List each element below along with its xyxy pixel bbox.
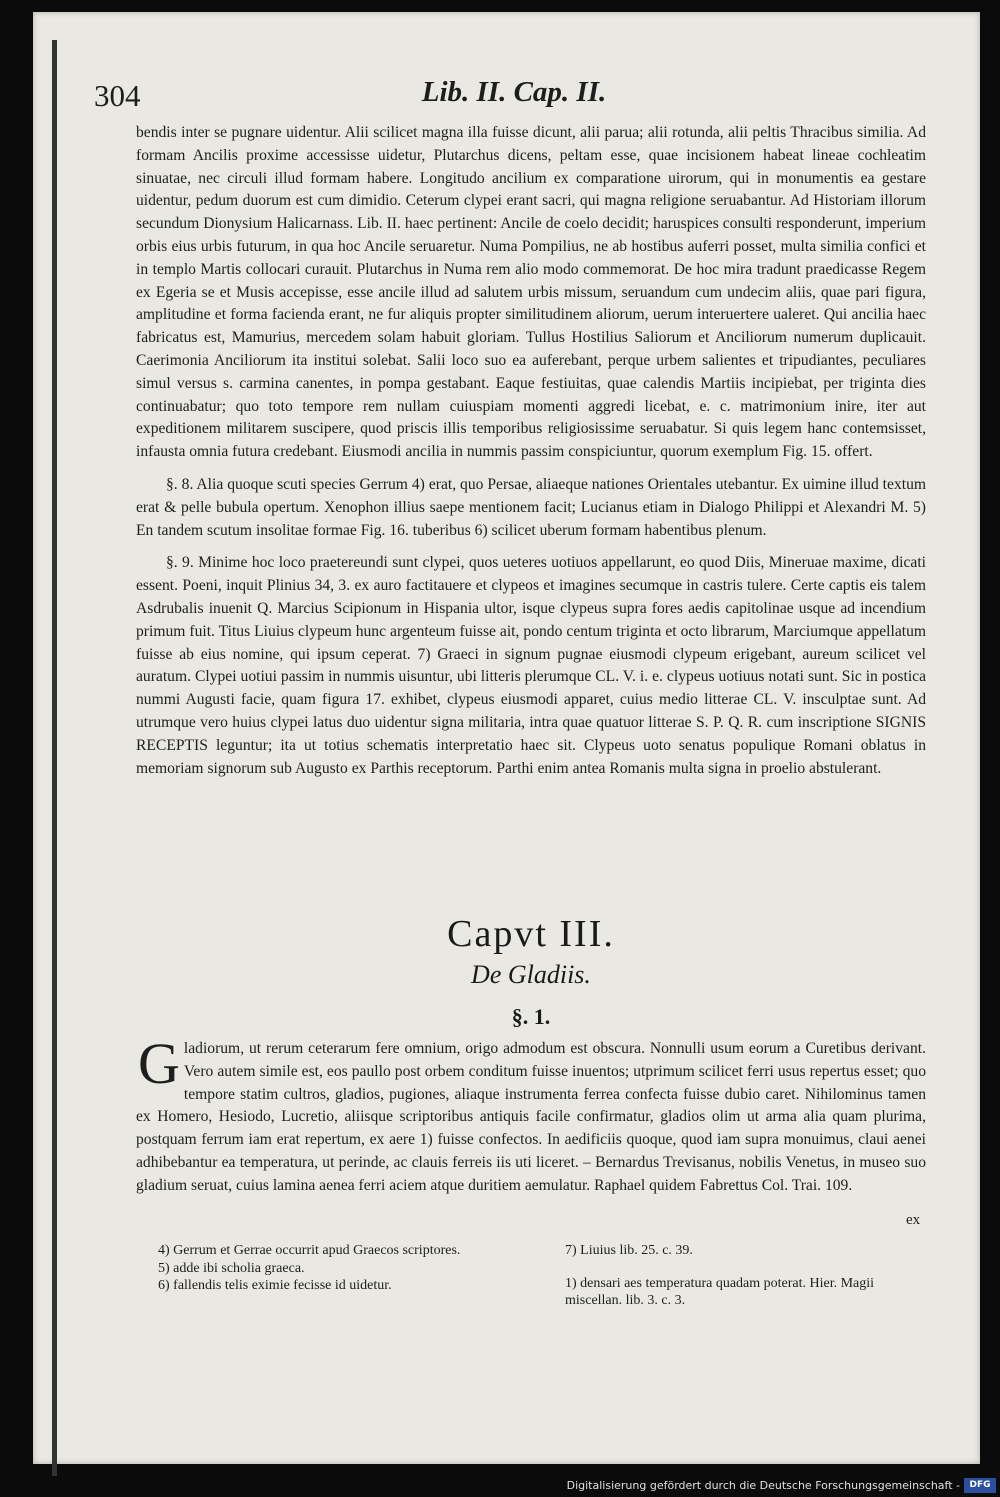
paragraph-section-9: §. 9. Minime hoc loco praetereundi sunt clypei, quos ueteres uotiuos appellarunt, eo quod Diis, Mineruae maxime, dicati essent. Poeni, inquit Plinius 34, 3. ex auro factitauere et clypeos et imagines secumque in castris tulere. Certe captis eis talem Asdrubalis inuenit Q. Marcius Scipionum in Hispania ultor, isque clypeus supra fores aedis capitolinae usque ad incendium primum fuit. Titus Liuius clypeum hunc argenteum fuisse ait, pondo centum triginta et octo librarum, Marciumque appellatum fuisse ab eius nomine, qui ipsum ceperat. 7) Graeci in signum pugnae eiusmodi clypeum erigebant, aureum scilicet vel auratum. Clypei uotiui passim in nummis uisuntur, ubi litteris plerumque CL. V. i. e. clypeus uotiuus notati sunt. Sic in postica nummi Augusti facie, quam figura 17. exhibet, clypeus eiusmodi apparet, cuius medio litterae CL. V. insculptae sunt. Ad utrumque vero huius clypei latus duo uidentur signa militaria, intra quae quatuor litterae S. P. Q. R. cum inscriptione SIGNIS RECEPTIS leguntur; ita ut totius schematis interpretatio haec sit. Clypeus uoto senatus populique Romani oblatus in memoriam signorum sub Augusto ex Parthis receptorum. Parthi enim antea Romanis multa signa in proelio abstulerant. (136, 554, 926, 777)
catchword: ex (906, 1212, 921, 1228)
footnotes-left (158, 1242, 543, 1295)
footnote: 4) Gerrum et Gerrae occurrit apud Graecos scriptores. (158, 1243, 461, 1258)
paragraph: bendis inter se pugnare uidentur. Alii scilicet magna illa fuisse dicunt, alii parua; alii rotunda, alii peltis Thracibus similia. Ad formam Ancilis proxime accessisse uidetur, Plutarchus dicens, peltam esse, quae incisionem habeat lineae cochleatim sinuatae, nec circuli illud formam habere. Longitudo ancilium ex comparatione uirorum, qui in monumentis ea gestare uidentur, pedum duorum est cum dimidio. Ceterum clypei erant sacri, qui magna religione seruabantur. Ad Historiam illorum secundum Dionysium Halicarnass. Lib. II. haec pertinent: Ancile de coelo decidit; haruspices consulti responderunt, imperium orbis eius urbis futurum, in qua hoc Ancile seruaretur. Numa Pompilius, ne ab hostibus auferri posset, multa similia confici et in templo Martis collocari curauit. Plutarchus in Numa rem alio modo commemorat. De hoc mira tradunt praedicasse Regem ex Egeria se et Musis accepisse, esse ancile illud ad salutem urbis missum, seruandum cum undecim aliis, quae pari figura, amplitudine et forma facienda erant, ne fur aliquis propter similitudinem aliorum, uerum interuertere ualeret. Qui ancilia haec fabricatus est, Mamurius, mercedem solam habuit gloriam. Tullus Hostilius Saliorum et Anciliorum numerum duplicauit. Caerimonia Anciliorum ita institui solebat. Salii loco suo ea auferebant, perque urbem salientes et tripudiantes, peculiares simul versus s. carmina canentes, in pompa gestabant. Eaque festiuitas, quae calendis Martiis incipiebat, per triginta dies continuabatur; quo toto tempore rem nullam cuiuspiam momenti aggredi licebat, e. c. matrimonium inire, iter aut expeditionem militarem suscipere, quod priscis illis temporibus religiosissime seruabatur. Si quis legem hanc contemsisset, infausta omnia futura credebant. Eiusmodi ancilia in nummis passim conspiciuntur, quorum exemplum Fig. 15. offert. (136, 124, 926, 461)
footnotes-right (565, 1242, 930, 1310)
funding-credit: Digitalisierung gefördert durch die Deutsche Forschungsgemeinschaft - (566, 1479, 960, 1492)
paragraph-section-8: §. 8. Alia quoque scuti species Gerrum 4) erat, quo Persae, aliaeque nationes Orientales utebantur. Ex uimine illud textum erat & pelle bubula opertum. Xenophon illius saepe mentionem facit; Lucianus etiam in Dialogo Philippi et Alexandri M. 5) En tandem scutum insolitae formae Fig. 16. tuberibus 6) scilicet uberum formam habentibus plenum. (136, 475, 926, 539)
chapter-subtitle: De Gladiis. (471, 960, 591, 989)
chapter-title: Capvt III. (447, 913, 615, 955)
drop-cap: G (138, 1031, 180, 1096)
footnote: 7) Liuius lib. 25. c. 39. (565, 1243, 693, 1258)
page-edge (52, 40, 57, 1476)
dfg-logo: DFG (964, 1478, 996, 1493)
running-title: Lib. II. Cap. II. (421, 76, 607, 108)
main-text (136, 122, 926, 780)
footnote: 1) densari aes temperatura quadam poterat. Hier. Magii miscellan. lib. 3. c. 3. (565, 1275, 875, 1308)
page-number: 304 (94, 78, 141, 113)
footnote: 5) adde ibi scholia graeca. (158, 1260, 305, 1276)
footnote: 6) fallendis telis eximie fecisse id uidetur. (158, 1278, 392, 1293)
running-head (94, 76, 934, 120)
section-heading: §. 1. (511, 1004, 551, 1029)
chapter-text (136, 1031, 926, 1198)
chapter-paragraph: ladiorum, ut rerum ceterarum fere omnium, origo admodum est obscura. Nonnulli usum eorum a Curetibus derivant. Vero autem simile est, eos paullo post orbem conditum fuisse inuentos; utprimum scilicet ferri usus repertus esset; quo tempore statim cultros, gladios, pugiones, aliaque instrumenta ferrea confecta fuisse dubio caret. Nihilominus tamen ex Homero, Hesiodo, Lucretio, aliisque scriptoribus antiquis facile confirmatur, gladios olim ut arma alia quam plurima, postquam ferrum iam erat repertum, ex aere 1) fuisse confectos. In aedificiis quoque, quod iam supra monuimus, claui aenei adhibebantur ea temperatura, ut perinde, ac clauis ferreis iis uti liceret. – Bernardus Trevisanus, nobilis Venetus, in museo suo gladium seruat, cuius lamina aenea ferri aciem atque duritiem aemulatur. Raphael quidem Fabrettus Col. Trai. 109. (136, 1040, 926, 1194)
digitization-footer (0, 1477, 1000, 1497)
